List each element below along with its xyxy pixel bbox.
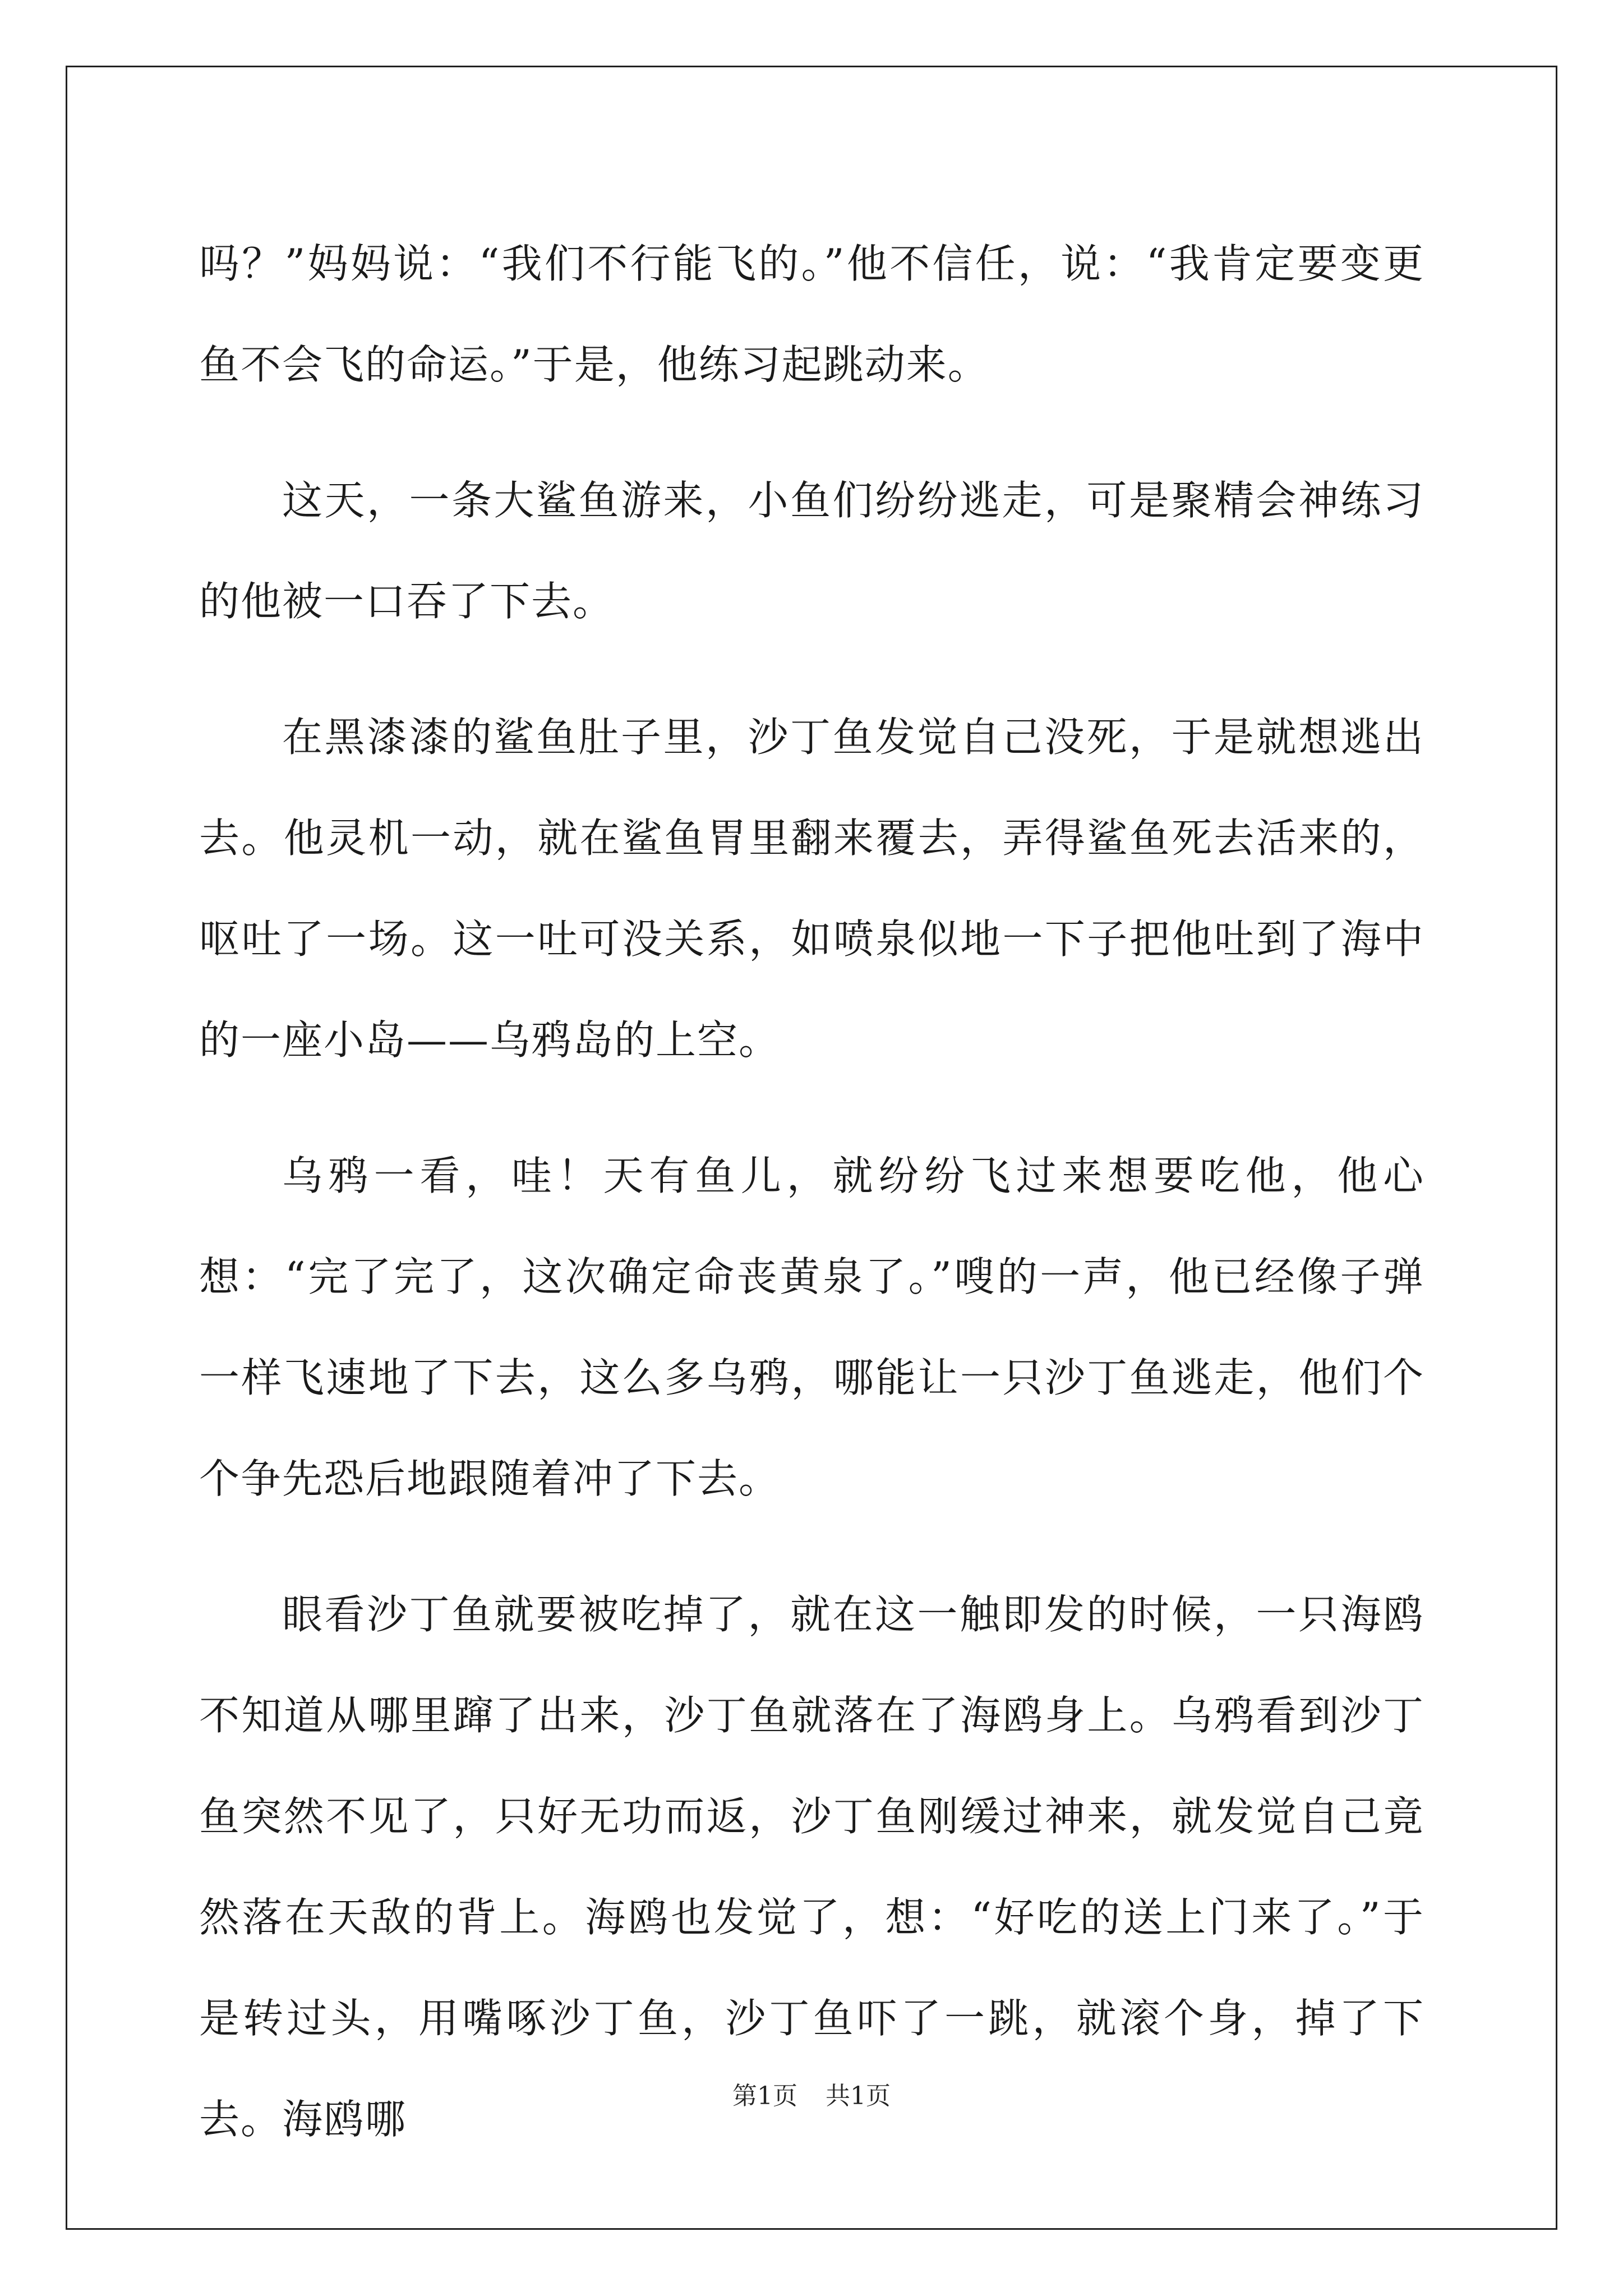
page-total: 共1页 [826, 2082, 891, 2110]
paragraph: 在黑漆漆的鲨鱼肚子里，沙丁鱼发觉自己没死，于是就想逃出去。他灵机一动，就在鲨鱼胃里翻来覆去，弄得鲨鱼死去活来的，呕吐了一场。这一吐可没关系，如喷泉似地一下子把他吐到了海中的一座小岛——乌鸦岛的上空。 [199, 714, 1424, 1064]
paragraph: 这天，一条大鲨鱼游来，小鱼们纷纷逃走，可是聚精会神练习的他被一口吞了下去。 [199, 477, 1424, 625]
paragraph: 吗？”妈妈说：“我们不行能飞的。”他不信任，说：“我肯定要变更鱼不会飞的命运。”于是，他练习起跳动来。 [199, 240, 1424, 388]
paragraph: 眼看沙丁鱼就要被吃掉了，就在这一触即发的时候，一只海鸥不知道从哪里蹿了出来，沙丁鱼就落在了海鸥身上。乌鸦看到沙丁鱼突然不见了，只好无功而返，沙丁鱼刚缓过神来，就发觉自己竟然落在天敌的背上。海鸥也发觉了，想：“好吃的送上门来了。”于是转过头，用嘴啄沙丁鱼，沙丁鱼吓了一跳，就滚个身，掉了下去。海鸥哪 [199, 1591, 1424, 2143]
document-body [199, 213, 1424, 2205]
page-footer [0, 2076, 1623, 2111]
paragraph: 乌鸦一看，哇！天有鱼儿，就纷纷飞过来想要吃他，他心想：“完了完了，这次确定命丧黄泉了。”嗖的一声，他已经像子弹一样飞速地了下去，这么多乌鸦，哪能让一只沙丁鱼逃走，他们个个争先恐后地跟随着冲了下去。 [199, 1152, 1424, 1502]
page-number: 第1页 [732, 2082, 797, 2110]
